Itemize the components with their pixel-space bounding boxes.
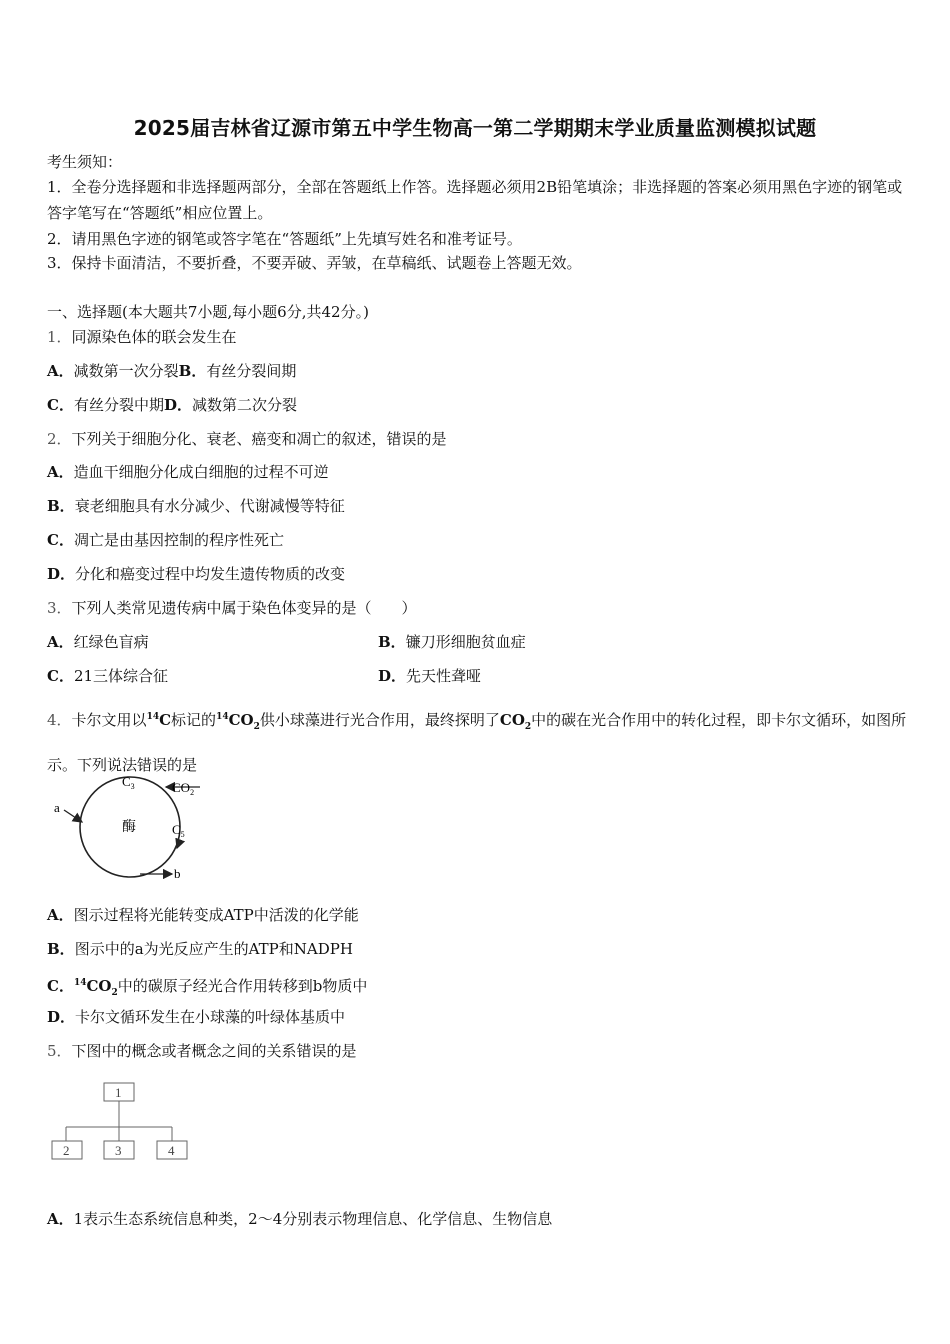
q2-option-d	[47, 564, 345, 584]
q1-options-row-2	[47, 395, 297, 415]
option-label: B．	[178, 362, 207, 380]
question-number: 4．	[47, 711, 72, 729]
q4-option-a	[47, 905, 359, 925]
isotope-mass: 14	[73, 978, 87, 988]
q3-option-b	[378, 632, 526, 652]
q3-option-c	[47, 666, 168, 686]
notice-heading: 考生须知：	[47, 153, 123, 171]
option-text: 红绿色盲病	[73, 633, 149, 651]
question-number: 3．	[47, 599, 72, 617]
option-label: D．	[47, 565, 76, 583]
option-text: 卡尔文循环发生在小球藻的叶绿体基质中	[75, 1008, 346, 1026]
option-text: 减数第二次分裂	[191, 396, 297, 414]
option-label: C．	[47, 396, 74, 414]
q3-option-d	[378, 666, 481, 686]
box-3-label: 3	[115, 1143, 122, 1158]
option-label: B．	[47, 940, 75, 958]
option-label: A．	[47, 362, 74, 380]
option-text: 镰刀形细胞贫血症	[405, 633, 526, 651]
formula-subscript: 2	[111, 988, 118, 998]
co2-label: $CO_2$	[172, 780, 195, 797]
notice-item-3: 3．保持卡面清洁，不要折叠，不要弄破、弄皱，在草稿纸、试题卷上答题无效。	[47, 254, 582, 272]
question-stem: 中的碳在光合作用中的转化过程，即卡尔文循环，如图所示。下列说法错误的是	[47, 711, 907, 774]
q4-option-b	[47, 939, 353, 959]
option-label: B．	[378, 633, 406, 651]
option-label: D．	[378, 667, 407, 685]
option-label: B．	[47, 497, 75, 515]
option-text: 图示中的a为光反应产生的ATP和NADPH	[74, 940, 353, 958]
question-number: 5．	[47, 1042, 72, 1060]
formula: CO	[499, 711, 525, 729]
enzyme-label: 酶	[122, 820, 136, 835]
option-text: 减数第一次分裂	[73, 362, 179, 380]
q4-option-c	[47, 973, 367, 1003]
formula-subscript: 2	[253, 722, 260, 732]
option-text: 有丝分裂间期	[206, 362, 297, 380]
formula: CO	[86, 977, 112, 995]
question-5	[47, 1041, 357, 1061]
b-label: b	[174, 866, 181, 881]
notice-item-1: 1．全卷分选择题和非选择题两部分，全部在答题纸上作答。选择题必须用2B铅笔填涂；非选择题的答案必须用黑色字迹的钢笔或答字笔写在“答题纸”相应位置上。	[47, 178, 903, 222]
formula: CO	[228, 711, 254, 729]
box-4-label: 4	[168, 1143, 175, 1158]
question-stem: 下图中的概念或者概念之间的关系错误的是	[71, 1042, 357, 1060]
isotope-mass: 14	[216, 712, 229, 722]
isotope-symbol: C	[159, 711, 172, 729]
option-text: 凋亡是由基因控制的程序性死亡	[73, 531, 284, 549]
question-stem: 供小球藻进行光合作用，最终探明了	[259, 711, 500, 729]
option-text: 分化和癌变过程中均发生遗传物质的改变	[75, 565, 346, 583]
q2-option-a	[47, 462, 329, 482]
option-label: A．	[47, 1210, 74, 1228]
box-2-label: 2	[63, 1143, 70, 1158]
option-label: A．	[47, 463, 74, 481]
question-number: 2．	[47, 430, 72, 448]
option-text: 21三体综合征	[73, 667, 169, 685]
option-label: C．	[47, 667, 74, 685]
concept-tree-diagram	[48, 1080, 193, 1166]
option-text: 造血干细胞分化成白细胞的过程不可逆	[73, 463, 329, 481]
question-stem: 标记的	[171, 711, 217, 729]
option-text: 中的碳原子经光合作用转移到b物质中	[117, 977, 368, 995]
option-text: 图示过程将光能转变成ATP中活泼的化学能	[73, 906, 359, 924]
question-2	[47, 429, 447, 449]
question-stem: 下列关于细胞分化、衰老、癌变和凋亡的叙述，错误的是	[71, 430, 447, 448]
option-label: D．	[47, 1008, 76, 1026]
question-number: 1．	[47, 328, 72, 346]
box-1-label: 1	[115, 1085, 122, 1100]
option-label: C．	[47, 977, 74, 995]
q5-option-a	[47, 1209, 552, 1229]
page-title: 2025届吉林省辽源市第五中学生物高一第二学期期末学业质量监测模拟试题	[133, 116, 817, 140]
question-3	[47, 598, 417, 618]
q4-option-d	[47, 1007, 345, 1027]
question-stem: 同源染色体的联会发生在	[71, 328, 237, 346]
section-heading: 一、选择题(本大题共7小题,每小题6分,共42分。)	[47, 303, 369, 321]
question-stem: 卡尔文用以	[71, 711, 147, 729]
option-label: A．	[47, 633, 74, 651]
calvin-cycle-diagram	[48, 770, 218, 886]
a-input-arrow	[64, 810, 82, 822]
c3-label: $C_3$	[122, 774, 135, 791]
a-label: a	[54, 800, 60, 815]
notice-item-2: 2．请用黑色字迹的钢笔或答字笔在“答题纸”上先填写姓名和准考证号。	[47, 230, 522, 248]
formula-subscript: 2	[524, 722, 532, 732]
option-text: 衰老细胞具有水分减少、代谢减慢等特征	[74, 497, 345, 515]
q3-option-a	[47, 632, 149, 652]
q1-options-row-1	[47, 361, 296, 381]
option-text: 先天性聋哑	[406, 667, 482, 685]
question-stem: 下列人类常见遗传病中属于染色体变异的是（ ）	[71, 599, 417, 617]
q2-option-b	[47, 496, 345, 516]
isotope-mass: 14	[146, 712, 160, 722]
option-label: C．	[47, 531, 74, 549]
c5-label: $C_5$	[172, 822, 185, 839]
option-text: 有丝分裂中期	[73, 396, 164, 414]
question-1	[47, 327, 237, 347]
q2-option-c	[47, 530, 284, 550]
option-label: D．	[163, 396, 192, 414]
option-label: A．	[47, 906, 74, 924]
option-text: 1表示生态系统信息种类，2～4分别表示物理信息、化学信息、生物信息	[73, 1210, 553, 1228]
